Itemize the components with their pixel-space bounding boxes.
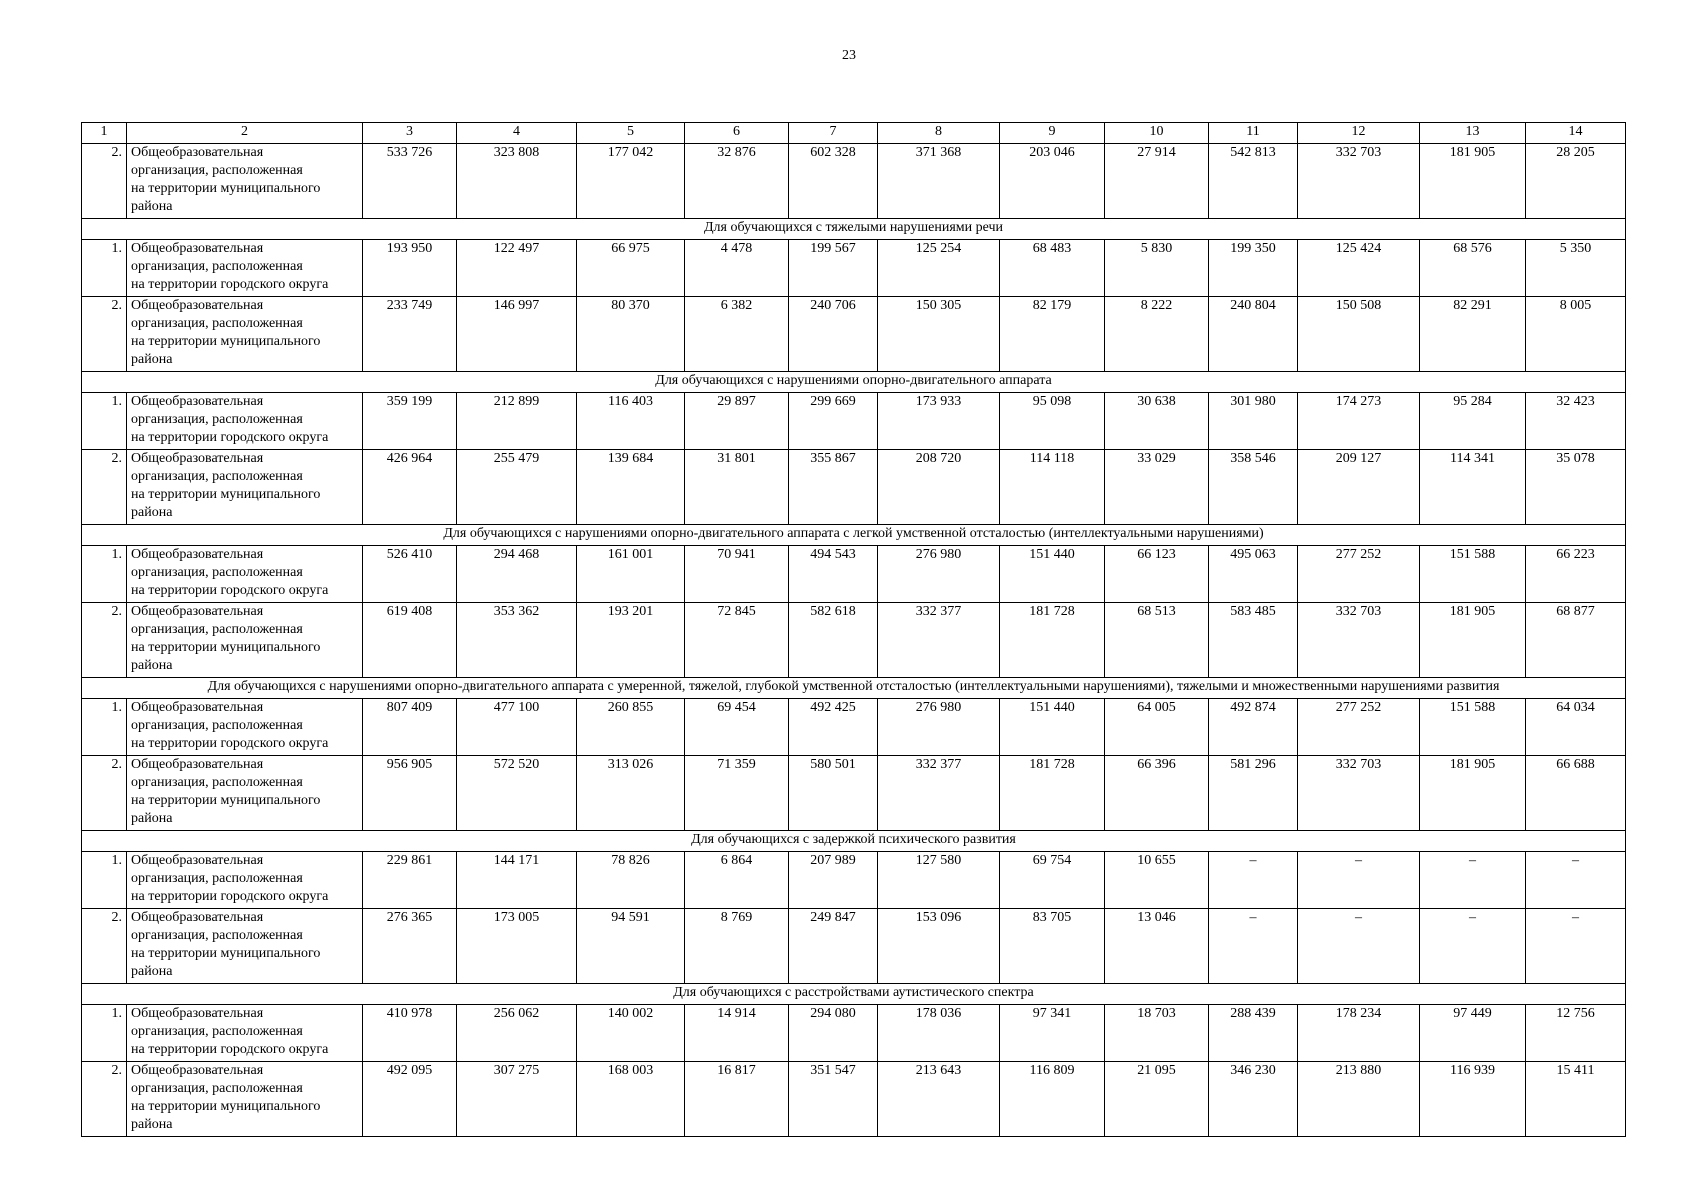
value-cell: 68 877 [1526, 603, 1626, 678]
table-row [82, 756, 1626, 831]
organization-line: района [131, 352, 173, 367]
value-cell: 146 997 [457, 297, 577, 372]
value-cell: 151 440 [1000, 546, 1105, 603]
value-cell: 533 726 [363, 144, 457, 219]
value-cell: 64 034 [1526, 699, 1626, 756]
value-cell: 30 638 [1105, 393, 1209, 450]
table-row [82, 240, 1626, 297]
value-cell: 492 874 [1209, 699, 1298, 756]
organization-line: района [131, 505, 173, 520]
table-row [82, 144, 1626, 219]
organization-line: Общеобразовательная [131, 241, 264, 256]
value-cell: 8 005 [1526, 297, 1626, 372]
value-cell: 240 706 [789, 297, 878, 372]
organization-line: на территории городского округа [131, 430, 329, 445]
value-cell: 323 808 [457, 144, 577, 219]
value-cell: – [1420, 909, 1526, 984]
value-cell: 193 950 [363, 240, 457, 297]
value-cell: 178 036 [878, 1005, 1000, 1062]
value-cell: 207 989 [789, 852, 878, 909]
organization-line: организация, расположенная [131, 718, 303, 733]
row-index: 2. [82, 1062, 127, 1137]
value-cell: 144 171 [457, 852, 577, 909]
value-cell: 153 096 [878, 909, 1000, 984]
value-cell: 71 359 [685, 756, 789, 831]
value-cell: 208 720 [878, 450, 1000, 525]
value-cell: 542 813 [1209, 144, 1298, 219]
organization-cell [127, 450, 363, 525]
value-cell: 122 497 [457, 240, 577, 297]
section-row [82, 831, 1626, 852]
organization-line: организация, расположенная [131, 871, 303, 886]
row-index: 2. [82, 603, 127, 678]
organization-cell [127, 756, 363, 831]
organization-line: района [131, 199, 173, 214]
table-row [82, 546, 1626, 603]
organization-cell [127, 144, 363, 219]
value-cell: 66 123 [1105, 546, 1209, 603]
value-cell: 68 483 [1000, 240, 1105, 297]
organization-line: на территории муниципального [131, 793, 321, 808]
value-cell: 32 876 [685, 144, 789, 219]
table-row [82, 450, 1626, 525]
value-cell: 307 275 [457, 1062, 577, 1137]
organization-cell [127, 699, 363, 756]
value-cell: 199 567 [789, 240, 878, 297]
value-cell: 181 728 [1000, 756, 1105, 831]
section-row [82, 372, 1626, 393]
value-cell: 12 756 [1526, 1005, 1626, 1062]
value-cell: 371 368 [878, 144, 1000, 219]
value-cell: 332 703 [1298, 756, 1420, 831]
table-row [82, 1062, 1626, 1137]
value-cell: 583 485 [1209, 603, 1298, 678]
value-cell: 426 964 [363, 450, 457, 525]
organization-line: Общеобразовательная [131, 451, 264, 466]
organization-line: на территории городского округа [131, 277, 329, 292]
organization-line: организация, расположенная [131, 775, 303, 790]
value-cell: 68 513 [1105, 603, 1209, 678]
value-cell: 209 127 [1298, 450, 1420, 525]
organization-line: на территории муниципального [131, 181, 321, 196]
column-number-cell: 13 [1420, 123, 1526, 144]
value-cell: 173 933 [878, 393, 1000, 450]
column-number-cell: 2 [127, 123, 363, 144]
value-cell: 358 546 [1209, 450, 1298, 525]
value-cell: 13 046 [1105, 909, 1209, 984]
value-cell: 332 703 [1298, 603, 1420, 678]
column-number-cell: 7 [789, 123, 878, 144]
value-cell: 66 223 [1526, 546, 1626, 603]
value-cell: 82 291 [1420, 297, 1526, 372]
value-cell: 492 095 [363, 1062, 457, 1137]
value-cell: 229 861 [363, 852, 457, 909]
organization-line: организация, расположенная [131, 316, 303, 331]
value-cell: 494 543 [789, 546, 878, 603]
value-cell: 277 252 [1298, 546, 1420, 603]
value-cell: 332 377 [878, 756, 1000, 831]
value-cell: 288 439 [1209, 1005, 1298, 1062]
value-cell: – [1298, 909, 1420, 984]
table-row [82, 297, 1626, 372]
organization-line: организация, расположенная [131, 928, 303, 943]
value-cell: 581 296 [1209, 756, 1298, 831]
column-number-cell: 11 [1209, 123, 1298, 144]
value-cell: 125 254 [878, 240, 1000, 297]
column-number-cell: 6 [685, 123, 789, 144]
value-cell: 178 234 [1298, 1005, 1420, 1062]
value-cell: 495 063 [1209, 546, 1298, 603]
organization-line: района [131, 658, 173, 673]
organization-line: организация, расположенная [131, 412, 303, 427]
organization-line: на территории муниципального [131, 946, 321, 961]
value-cell: 477 100 [457, 699, 577, 756]
organization-line: Общеобразовательная [131, 1063, 264, 1078]
cost-table [81, 122, 1626, 1137]
value-cell: – [1526, 909, 1626, 984]
value-cell: 151 588 [1420, 546, 1526, 603]
organization-line: Общеобразовательная [131, 547, 264, 562]
value-cell: 294 468 [457, 546, 577, 603]
value-cell: – [1526, 852, 1626, 909]
value-cell: 276 365 [363, 909, 457, 984]
column-number-cell: 1 [82, 123, 127, 144]
column-number-cell: 3 [363, 123, 457, 144]
section-title: Для обучающихся с нарушениями опорно-двигательного аппарата [82, 372, 1626, 393]
value-cell: 213 880 [1298, 1062, 1420, 1137]
value-cell: 83 705 [1000, 909, 1105, 984]
column-number-cell: 4 [457, 123, 577, 144]
organization-line: организация, расположенная [131, 469, 303, 484]
value-cell: 16 817 [685, 1062, 789, 1137]
value-cell: 116 403 [577, 393, 685, 450]
value-cell: 410 978 [363, 1005, 457, 1062]
value-cell: 68 576 [1420, 240, 1526, 297]
value-cell: 35 078 [1526, 450, 1626, 525]
organization-line: на территории муниципального [131, 334, 321, 349]
value-cell: 168 003 [577, 1062, 685, 1137]
organization-cell [127, 393, 363, 450]
value-cell: 181 905 [1420, 144, 1526, 219]
value-cell: 78 826 [577, 852, 685, 909]
value-cell: 5 350 [1526, 240, 1626, 297]
value-cell: 299 669 [789, 393, 878, 450]
row-index: 2. [82, 909, 127, 984]
organization-cell [127, 297, 363, 372]
organization-cell [127, 1005, 363, 1062]
value-cell: 116 939 [1420, 1062, 1526, 1137]
organization-line: Общеобразовательная [131, 757, 264, 772]
organization-line: района [131, 964, 173, 979]
column-number-cell: 8 [878, 123, 1000, 144]
section-row [82, 525, 1626, 546]
value-cell: 82 179 [1000, 297, 1105, 372]
value-cell: 301 980 [1209, 393, 1298, 450]
organization-line: на территории муниципального [131, 1099, 321, 1114]
value-cell: 80 370 [577, 297, 685, 372]
value-cell: 181 728 [1000, 603, 1105, 678]
organization-line: на территории муниципального [131, 487, 321, 502]
page-number: 23 [842, 48, 856, 63]
value-cell: 139 684 [577, 450, 685, 525]
value-cell: 95 098 [1000, 393, 1105, 450]
table-row [82, 1005, 1626, 1062]
value-cell: 66 688 [1526, 756, 1626, 831]
value-cell: 193 201 [577, 603, 685, 678]
organization-line: Общеобразовательная [131, 604, 264, 619]
organization-line: Общеобразовательная [131, 910, 264, 925]
row-index: 1. [82, 1005, 127, 1062]
section-title: Для обучающихся с тяжелыми нарушениями речи [82, 219, 1626, 240]
value-cell: 66 396 [1105, 756, 1209, 831]
value-cell: 127 580 [878, 852, 1000, 909]
value-cell: 276 980 [878, 699, 1000, 756]
value-cell: 213 643 [878, 1062, 1000, 1137]
organization-line: на территории городского округа [131, 889, 329, 904]
value-cell: 173 005 [457, 909, 577, 984]
value-cell: 66 975 [577, 240, 685, 297]
value-cell: 602 328 [789, 144, 878, 219]
organization-cell [127, 852, 363, 909]
section-title: Для обучающихся с нарушениями опорно-двигательного аппарата с умеренной, тяжелой, глубокой умственной отсталостью (интеллектуальными нарушениями), тяжелыми и множественными нарушениями развития [82, 678, 1626, 699]
value-cell: 355 867 [789, 450, 878, 525]
table-row [82, 909, 1626, 984]
value-cell: 294 080 [789, 1005, 878, 1062]
section-row [82, 678, 1626, 699]
value-cell: 256 062 [457, 1005, 577, 1062]
section-title: Для обучающихся с нарушениями опорно-двигательного аппарата с легкой умственной отсталостью (интеллектуальными нарушениями) [82, 525, 1626, 546]
value-cell: 8 769 [685, 909, 789, 984]
organization-line: Общеобразовательная [131, 853, 264, 868]
table-row [82, 852, 1626, 909]
row-index: 1. [82, 240, 127, 297]
organization-line: организация, расположенная [131, 622, 303, 637]
value-cell: 97 341 [1000, 1005, 1105, 1062]
organization-cell [127, 603, 363, 678]
row-index: 1. [82, 699, 127, 756]
section-title: Для обучающихся с задержкой психического развития [82, 831, 1626, 852]
organization-line: района [131, 811, 173, 826]
organization-line: на территории городского округа [131, 1042, 329, 1057]
value-cell: 5 830 [1105, 240, 1209, 297]
value-cell: 150 508 [1298, 297, 1420, 372]
column-number-cell: 14 [1526, 123, 1626, 144]
value-cell: 140 002 [577, 1005, 685, 1062]
column-number-cell: 5 [577, 123, 685, 144]
organization-line: организация, расположенная [131, 565, 303, 580]
value-cell: 255 479 [457, 450, 577, 525]
value-cell: – [1209, 909, 1298, 984]
value-cell: 353 362 [457, 603, 577, 678]
value-cell: 125 424 [1298, 240, 1420, 297]
organization-line: на территории муниципального [131, 640, 321, 655]
value-cell: 21 095 [1105, 1062, 1209, 1137]
column-number-cell: 12 [1298, 123, 1420, 144]
header-row [82, 123, 1626, 144]
organization-cell [127, 546, 363, 603]
value-cell: 95 284 [1420, 393, 1526, 450]
row-index: 1. [82, 852, 127, 909]
value-cell: 619 408 [363, 603, 457, 678]
value-cell: 346 230 [1209, 1062, 1298, 1137]
value-cell: 181 905 [1420, 603, 1526, 678]
value-cell: 526 410 [363, 546, 457, 603]
value-cell: 114 341 [1420, 450, 1526, 525]
value-cell: 177 042 [577, 144, 685, 219]
value-cell: 14 914 [685, 1005, 789, 1062]
organization-line: Общеобразовательная [131, 1006, 264, 1021]
organization-line: Общеобразовательная [131, 145, 264, 160]
value-cell: 956 905 [363, 756, 457, 831]
organization-cell [127, 1062, 363, 1137]
value-cell: 174 273 [1298, 393, 1420, 450]
section-row [82, 219, 1626, 240]
value-cell: 351 547 [789, 1062, 878, 1137]
value-cell: 33 029 [1105, 450, 1209, 525]
value-cell: 4 478 [685, 240, 789, 297]
value-cell: 8 222 [1105, 297, 1209, 372]
value-cell: 492 425 [789, 699, 878, 756]
value-cell: 6 864 [685, 852, 789, 909]
value-cell: 10 655 [1105, 852, 1209, 909]
value-cell: 31 801 [685, 450, 789, 525]
value-cell: 313 026 [577, 756, 685, 831]
row-index: 1. [82, 393, 127, 450]
value-cell: 212 899 [457, 393, 577, 450]
value-cell: – [1298, 852, 1420, 909]
value-cell: 249 847 [789, 909, 878, 984]
column-number-cell: 9 [1000, 123, 1105, 144]
organization-line: Общеобразовательная [131, 298, 264, 313]
row-index: 2. [82, 756, 127, 831]
value-cell: 276 980 [878, 546, 1000, 603]
table-row [82, 393, 1626, 450]
value-cell: 151 588 [1420, 699, 1526, 756]
organization-cell [127, 240, 363, 297]
organization-line: организация, расположенная [131, 1081, 303, 1096]
table-row [82, 699, 1626, 756]
value-cell: – [1420, 852, 1526, 909]
value-cell: 29 897 [685, 393, 789, 450]
organization-line: организация, расположенная [131, 259, 303, 274]
value-cell: 181 905 [1420, 756, 1526, 831]
column-number-cell: 10 [1105, 123, 1209, 144]
row-index: 2. [82, 450, 127, 525]
organization-line: на территории городского округа [131, 583, 329, 598]
value-cell: 150 305 [878, 297, 1000, 372]
value-cell: 161 001 [577, 546, 685, 603]
table-row [82, 603, 1626, 678]
value-cell: 240 804 [1209, 297, 1298, 372]
value-cell: 582 618 [789, 603, 878, 678]
row-index: 2. [82, 297, 127, 372]
section-title: Для обучающихся с расстройствами аутистического спектра [82, 984, 1626, 1005]
value-cell: 332 703 [1298, 144, 1420, 219]
organization-line: организация, расположенная [131, 1024, 303, 1039]
value-cell: 72 845 [685, 603, 789, 678]
value-cell: 69 454 [685, 699, 789, 756]
value-cell: 97 449 [1420, 1005, 1526, 1062]
value-cell: 260 855 [577, 699, 685, 756]
organization-line: района [131, 1117, 173, 1132]
value-cell: 69 754 [1000, 852, 1105, 909]
value-cell: 64 005 [1105, 699, 1209, 756]
value-cell: 807 409 [363, 699, 457, 756]
value-cell: 70 941 [685, 546, 789, 603]
organization-line: Общеобразовательная [131, 394, 264, 409]
value-cell: 18 703 [1105, 1005, 1209, 1062]
row-index: 2. [82, 144, 127, 219]
value-cell: 114 118 [1000, 450, 1105, 525]
row-index: 1. [82, 546, 127, 603]
value-cell: 94 591 [577, 909, 685, 984]
table-body [82, 123, 1626, 1137]
organization-line: организация, расположенная [131, 163, 303, 178]
organization-cell [127, 909, 363, 984]
value-cell: 32 423 [1526, 393, 1626, 450]
organization-line: Общеобразовательная [131, 700, 264, 715]
value-cell: 199 350 [1209, 240, 1298, 297]
value-cell: 151 440 [1000, 699, 1105, 756]
value-cell: 15 411 [1526, 1062, 1626, 1137]
value-cell: 572 520 [457, 756, 577, 831]
value-cell: 116 809 [1000, 1062, 1105, 1137]
value-cell: 6 382 [685, 297, 789, 372]
value-cell: 332 377 [878, 603, 1000, 678]
value-cell: 359 199 [363, 393, 457, 450]
section-row [82, 984, 1626, 1005]
value-cell: – [1209, 852, 1298, 909]
value-cell: 203 046 [1000, 144, 1105, 219]
value-cell: 28 205 [1526, 144, 1626, 219]
value-cell: 580 501 [789, 756, 878, 831]
value-cell: 27 914 [1105, 144, 1209, 219]
value-cell: 233 749 [363, 297, 457, 372]
value-cell: 277 252 [1298, 699, 1420, 756]
organization-line: на территории городского округа [131, 736, 329, 751]
